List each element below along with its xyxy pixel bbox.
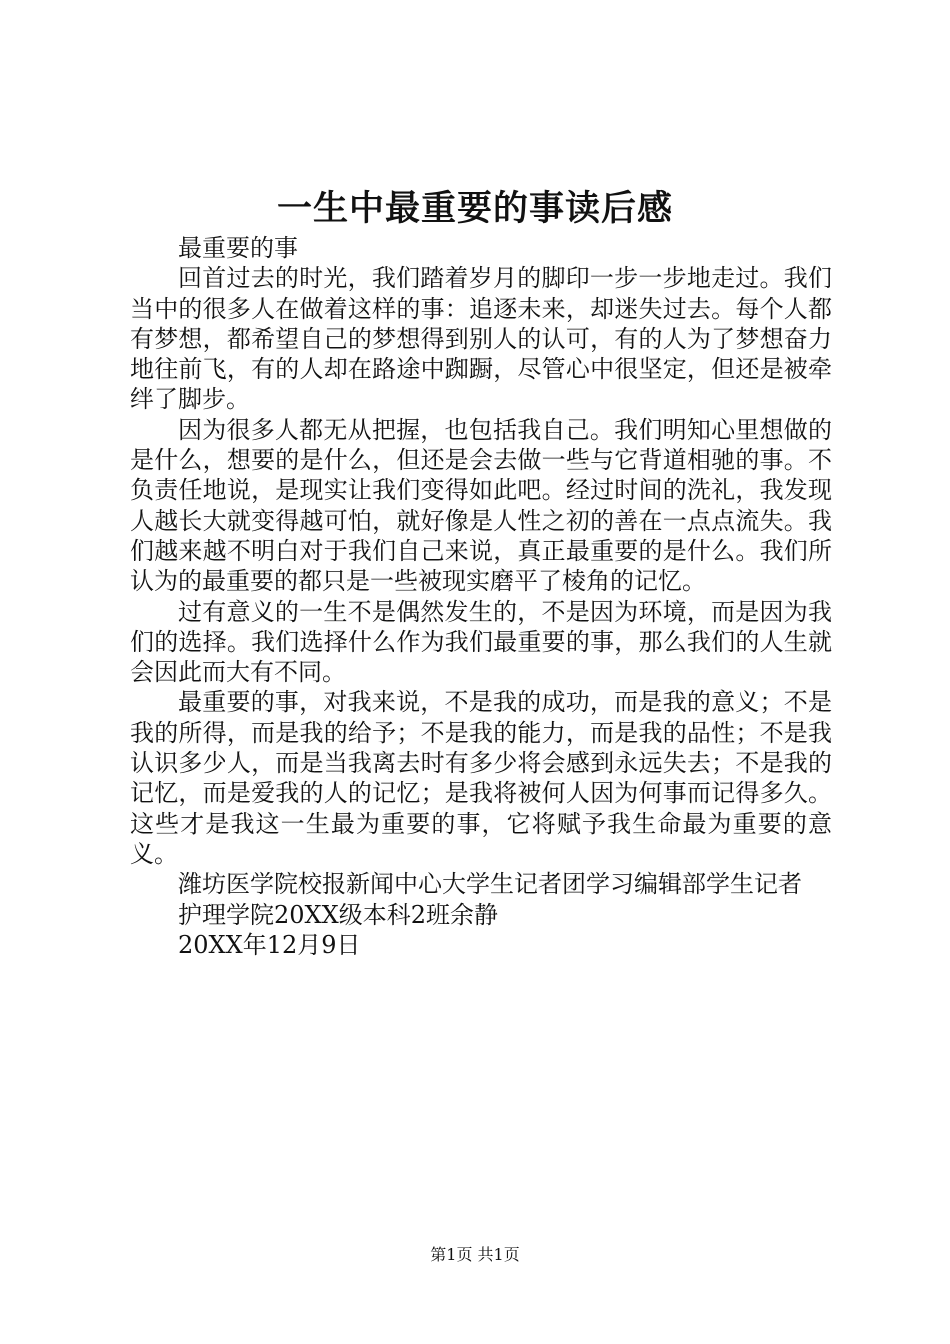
paragraph-heading: 最重要的事 — [178, 234, 298, 262]
paragraph: 因为很多人都无从把握，也包括我自己。我们明知心里想做的是什么，想要的是什么，但还是会去做一些与它背道相驰的事。不负责任地说，是现实让我们变得如此吧。经过时间的洗礼，我发现人越长大就变得越可怕，就好像是人性之初的善在一点点流失。我们越来越不明白对于我们自己来说，真正最重要的是什么。我们所认为的最重要的都只是一些被现实磨平了棱角的记忆。 — [130, 415, 832, 596]
document-body — [130, 233, 832, 960]
document-date: 20XX年12月9日 — [178, 930, 361, 959]
page-footer: 第1页 共1页 — [430, 1245, 520, 1264]
document-title: 一生中最重要的事读后感 — [276, 188, 673, 229]
paragraph: 最重要的事，对我来说，不是我的成功，而是我的意义；不是我的所得，而是我的给予；不是我的能力，而是我的品性；不是我认识多少人，而是当我离去时有多少将会感到永远失去；不是我的记忆，而是爱我的人的记忆；是我将被何人因为何事而记得多久。这些才是我这一生最为重要的事，它将赋予我生命最为重要的意义。 — [130, 688, 832, 868]
paragraph: 回首过去的时光，我们踏着岁月的脚印一步一步地走过。我们当中的很多人在做着这样的事：追逐未来，却迷失过去。每个人都有梦想，都希望自己的梦想得到别人的认可，有的人为了梦想奋力地往前飞，有的人却在路途中踟蹰，尽管心中很坚定，但还是被牵绊了脚步。 — [130, 264, 832, 414]
author-name: 护理学院20XX级本科2班余静 — [178, 900, 498, 929]
author-affiliation: 潍坊医学院校报新闻中心大学生记者团学习编辑部学生记者 — [178, 870, 802, 899]
paragraph: 过有意义的一生不是偶然发生的，不是因为环境，而是因为我们的选择。我们选择什么作为我们最重要的事，那么我们的人生就会因此而大有不同。 — [130, 597, 832, 687]
